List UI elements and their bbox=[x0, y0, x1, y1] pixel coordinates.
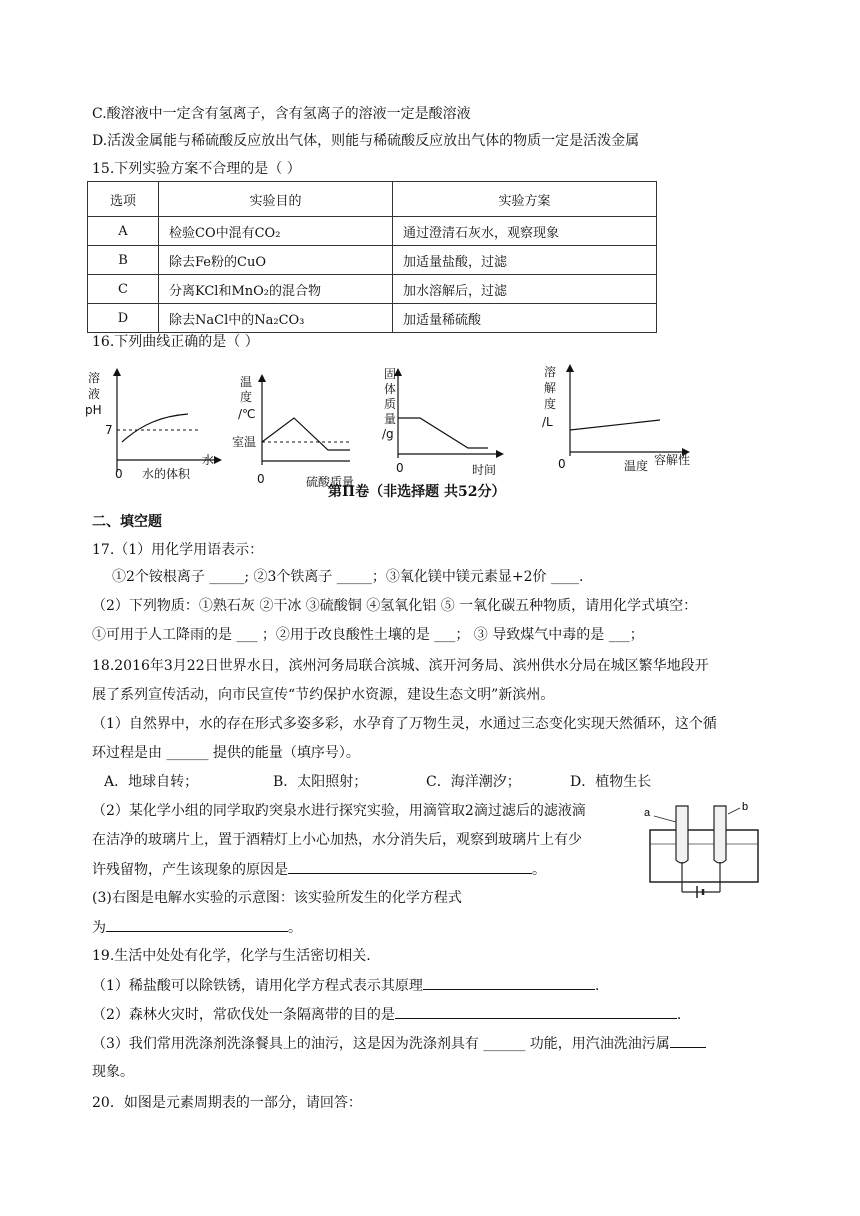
q16-graph-solubility bbox=[536, 358, 700, 476]
answer-blank bbox=[395, 1004, 677, 1019]
x-axis-arrow bbox=[214, 456, 222, 464]
axis-label: 溶 bbox=[544, 365, 557, 379]
q19-line-5: 现象。 bbox=[92, 1064, 134, 1080]
q18-line-7: 在洁净的玻璃片上，置于酒精灯上小心加热，水分消失后，观察到玻璃片上有少 bbox=[92, 832, 582, 848]
table-header-row bbox=[88, 182, 657, 217]
axis-label: 水的体积 bbox=[142, 467, 191, 481]
answer-blank bbox=[288, 859, 532, 874]
axis-label: /g bbox=[382, 427, 394, 441]
axis-label: 溶 bbox=[88, 371, 101, 385]
q18-line-10 bbox=[92, 917, 302, 938]
table-cell: C bbox=[88, 275, 159, 304]
table-cell: 加水溶解后，过滤 bbox=[393, 275, 657, 304]
q19-line-1: 19.生活中处处有化学，化学与生活密切相关. bbox=[92, 948, 371, 964]
q16-graph-temperature bbox=[232, 370, 356, 488]
table-cell: 除去Fe粉的CuO bbox=[159, 246, 393, 275]
axis-label: 温 bbox=[240, 375, 253, 389]
water-trough bbox=[650, 830, 758, 882]
q18-option-a: A．地球自转； bbox=[104, 774, 199, 790]
y-axis-arrow bbox=[566, 364, 574, 372]
table-row bbox=[88, 304, 657, 333]
q19-line-3 bbox=[92, 1004, 681, 1025]
q18-option-d: D．植物生长 bbox=[570, 774, 652, 790]
table-row bbox=[88, 217, 657, 246]
q18-option-c: C．海洋潮汐； bbox=[426, 774, 521, 790]
q18-option-b: B．太阳照射； bbox=[273, 774, 368, 790]
axis-label: 温度 bbox=[624, 459, 649, 473]
q18-line-8 bbox=[92, 859, 546, 880]
answer-blank bbox=[106, 917, 288, 932]
origin-label: 0 bbox=[115, 467, 123, 481]
q17-line-1: 17.（1）用化学用语表示： bbox=[92, 542, 264, 558]
q16-graph-ph bbox=[82, 364, 232, 482]
y-axis-arrow bbox=[113, 368, 121, 376]
q19-line-2 bbox=[92, 975, 599, 996]
q18-line-6: （2）某化学小组的同学取趵突泉水进行探究实验，用滴管取2滴过滤后的滤液滴 bbox=[92, 803, 586, 819]
q16-stem: 16.下列曲线正确的是（ ） bbox=[92, 334, 259, 350]
axis-label: 量 bbox=[384, 412, 397, 426]
q19-line-2-text: （1）稀盐酸可以除铁锈，请用化学方程式表示其原理 bbox=[92, 978, 423, 994]
tube-label-a: a bbox=[644, 807, 651, 819]
q19-line-3-text: （2）森林火灾时，常砍伐处一条隔离带的目的是 bbox=[92, 1007, 395, 1023]
table-cell: A bbox=[88, 217, 159, 246]
axis-label: 度 bbox=[544, 397, 557, 411]
table-cell: D bbox=[88, 304, 159, 333]
q18-line-10-text: 为 bbox=[92, 920, 106, 936]
y-axis-arrow bbox=[258, 374, 266, 382]
table-cell: 分离KCl和MnO₂的混合物 bbox=[159, 275, 393, 304]
origin-label: 0 bbox=[396, 461, 404, 475]
axis-label: 解 bbox=[544, 381, 557, 395]
tick-label: 室温 bbox=[232, 435, 257, 449]
axis-label: /℃ bbox=[238, 407, 256, 421]
answer-blank bbox=[423, 975, 595, 990]
table-cell: 通过澄清石灰水，观察现象 bbox=[393, 217, 657, 246]
test-tube-b bbox=[714, 806, 726, 863]
test-tube-a bbox=[676, 806, 688, 863]
table-header: 选项 bbox=[88, 182, 159, 217]
q18-line-8-text: 许残留物，产生该现象的原因是 bbox=[92, 862, 288, 878]
axis-label: 体 bbox=[384, 382, 397, 396]
axis-label: /L bbox=[542, 415, 553, 429]
table-cell: 检验CO中混有CO₂ bbox=[159, 217, 393, 246]
axis-label: 时间 bbox=[472, 463, 497, 477]
q15-table bbox=[87, 181, 657, 333]
q18-line-9: (3)右图是电解水实验的示意图：该实验所发生的化学方程式 bbox=[92, 890, 462, 906]
q17-line-3: （2）下列物质：①熟石灰 ②干冰 ③硫酸铜 ④氢氧化铝 ⑤ 一氧化碳五种物质，请用化学式填空： bbox=[92, 598, 698, 614]
table-cell: B bbox=[88, 246, 159, 275]
table-cell: 加适量稀硫酸 bbox=[393, 304, 657, 333]
table-cell: 加适量盐酸，过滤 bbox=[393, 246, 657, 275]
q18-line-1: 18.2016年3月22日世界水日，滨州河务局联合滨城、滨开河务局、滨州供水分局在城区繁华地段开 bbox=[92, 658, 709, 674]
label-pointer bbox=[728, 808, 740, 814]
q17-line-2: ①2个铵根离子 _____; ②3个铁离子 _____；③氧化镁中镁元素显+2价 ____. bbox=[112, 569, 584, 585]
q14-option-d: D.活泼金属能与稀硫酸反应放出气体，则能与稀硫酸反应放出气体的物质一定是活泼金属 bbox=[92, 133, 640, 149]
solubility-line bbox=[570, 420, 660, 430]
q14-option-c: C.酸溶液中一定含有氢离子，含有氢离子的溶液一定是酸溶液 bbox=[92, 106, 471, 122]
origin-label: 0 bbox=[257, 472, 265, 486]
q19-line-4-text: （3）我们常用洗涤剂洗涤餐具上的油污，这是因为洗涤剂具有 ______ 功能，用汽油洗油污属 bbox=[92, 1036, 670, 1052]
tick-label: 7 bbox=[105, 423, 113, 437]
part2-title: 第II卷（非选择题 共52分） bbox=[328, 484, 506, 500]
table-row bbox=[88, 246, 657, 275]
mass-curve bbox=[398, 418, 488, 448]
q20-line-1: 20．如图是元素周期表的一部分，请回答： bbox=[92, 1095, 362, 1111]
ph-curve bbox=[122, 414, 188, 442]
q18-line-10-end: 。 bbox=[288, 920, 302, 936]
origin-label: 0 bbox=[558, 457, 566, 471]
answer-blank bbox=[670, 1033, 706, 1048]
q19-line-3-end: . bbox=[676, 1007, 682, 1023]
axis-label: 液 bbox=[88, 387, 101, 401]
axis-label: 硫酸质量 bbox=[306, 475, 355, 488]
table-header: 实验目的 bbox=[159, 182, 393, 217]
table-row bbox=[88, 275, 657, 304]
axis-label: 水 bbox=[202, 453, 215, 467]
electrolysis-apparatus-figure bbox=[640, 800, 768, 910]
section-title: 二、填空题 bbox=[92, 514, 162, 530]
table-cell: 除去NaCl中的Na₂CO₃ bbox=[159, 304, 393, 333]
axis-label: 固 bbox=[384, 367, 397, 381]
q17-line-4: ①可用于人工降雨的是 ___ ；②用于改良酸性土壤的是 ___； ③ 导致煤气中毒的是 ___； bbox=[92, 627, 644, 643]
axis-label: 容解性 bbox=[654, 453, 691, 467]
axis-label: pH bbox=[85, 403, 102, 417]
q19-line-2-end: . bbox=[594, 978, 600, 994]
axis-label: 质 bbox=[384, 397, 397, 411]
q19-line-4 bbox=[92, 1033, 706, 1054]
q15-stem: 15.下列实验方案不合理的是（ ） bbox=[92, 161, 301, 177]
axis-label: 度 bbox=[240, 390, 253, 404]
temperature-curve bbox=[262, 418, 350, 450]
q18-line-8-end: 。 bbox=[532, 862, 546, 878]
q18-line-3: （1）自然界中，水的存在形式多姿多彩，水孕育了万物生灵，水通过三态变化实现天然循环，这个循 bbox=[92, 716, 717, 732]
q18-line-4: 环过程是由 ______ 提供的能量（填序号）。 bbox=[92, 745, 360, 761]
q18-line-2: 展了系列宣传活动，向市民宣传“节约保护水资源，建设生态文明”新滨州。 bbox=[92, 687, 555, 703]
tube-label-b: b bbox=[742, 801, 749, 813]
q16-graph-solid-mass bbox=[376, 364, 508, 482]
x-axis-arrow bbox=[496, 450, 504, 458]
table-header: 实验方案 bbox=[393, 182, 657, 217]
label-pointer bbox=[654, 816, 676, 822]
